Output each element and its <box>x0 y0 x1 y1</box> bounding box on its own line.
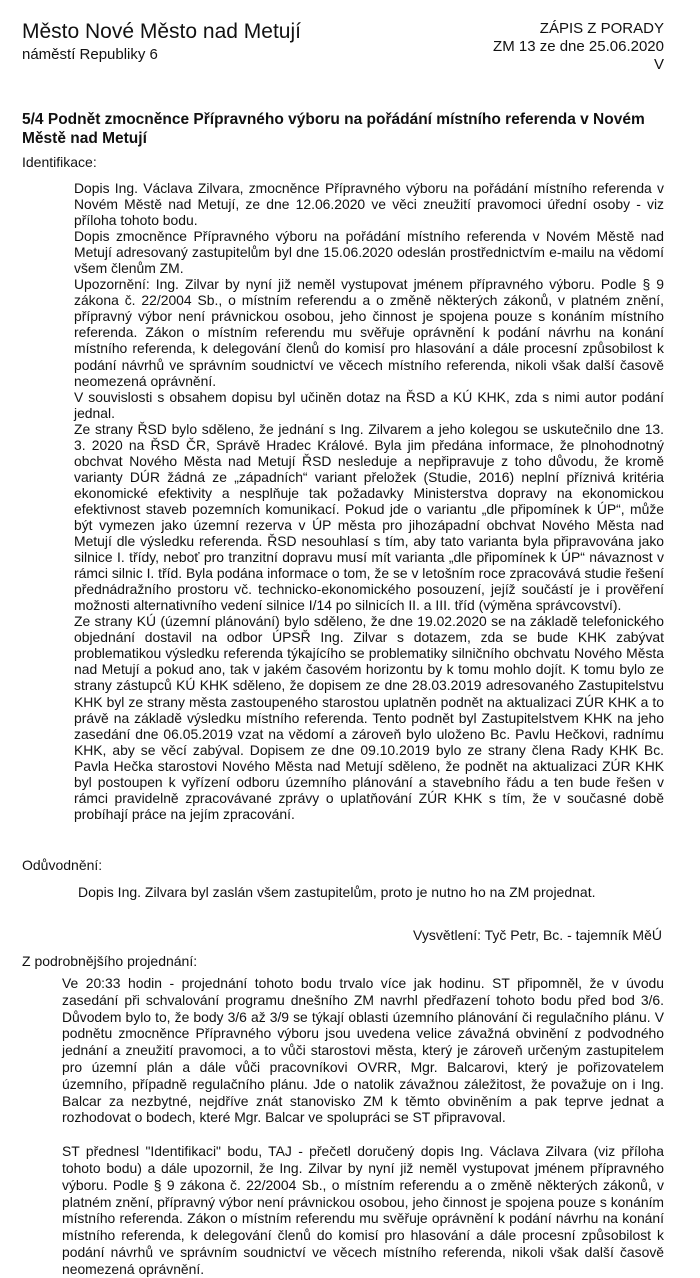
header-right <box>493 20 664 74</box>
projednani-label: Z podrobnějšího projednání: <box>22 953 198 969</box>
paragraph: Ze strany ŘSD bylo sděleno, že jednání s Ing. Zilvarem a jeho kolegou se uskutečnilo dne 13. 3. 2020 na ŘSD ČR, Správě Hradec Králové. Byla jim předána informace, že plnohodnotný obchvat Nového Města nad Metují ŘSD nesleduje a nepřipravuje z toho důvodu, že kromě varianty DÚR žádná ze „západních“ variant přeložek (Studie, 2016) neplní příznivá kritéria ekonomické efektivity a nesplňuje tak požadavky Ministerstva dopravy na ekonomickou efektivnost staveb pozemních komunikací. Pokud jde o variantu „dle připomínek k ÚP“, může být vymezen jako územní rezerva v ÚP města pro jihozápadní obchvat Nového Města nad Metují dle výsledku referenda. ŘSD nesouhlasí s tím, aby tato varianta byla připravována jako silnice I. třídy, neboť pro tranzitní dopravu musí mít varianta „dle připomínek k ÚP“ návaznost v rámci silnic I. tříd. Byla podána informace o tom, že se v letošním roce zpracovává studie řešení přednádražního prostoru vč. technicko-ekonomického posouzení, jejíž součástí je i prověření možnosti alternativního vedení silnice I/14 po silnicích II. a III. tříd (výměna správcovství). <box>74 420 664 614</box>
document-type: ZÁPIS Z PORADY <box>539 20 664 37</box>
explanation-author: Vysvětlení: Tyč Petr, Bc. - tajemník MěÚ <box>413 927 662 943</box>
city-address: náměstí Republiky 6 <box>22 46 158 63</box>
paragraph: Ve 20:33 hodin - projednání tohoto bodu trvalo více jak hodinu. ST připomněl, že v úvodu zasedání při schvalování programu dnešního ZM navrhl předřazení tohoto bodu před bod 3/6. Důvodem bylo to, že body 3/6 až 3/9 se týkají oblasti územního plánování či regulačního plánu. V podnětu zmocněnce Přípravného výboru jsou uvedena velice závažná obvinění z podvodného jednání a zneužití pravomoci, a to vůči starostovi města, který je zároveň určeným zastupitelem pro územní plán a dále vůči pracovníkovi OVRR, Mgr. Balcarovi, který je pořizovatelem územního, případně regulačního plánu. Jde o natolik závažnou záležitost, že považuje on i Ing. Balcar za nezbytné, nejdříve znát stanovisko ZM k těmto obviněním a pak teprve jednat a rozhodovat o bodech, které Mgr. Balcar ve spolupráci se ST připravoval. <box>62 975 664 1126</box>
oduvodneni-text: Dopis Ing. Zilvara byl zaslán všem zastupitelům, proto je nutno ho na ZM projednat. <box>78 884 596 900</box>
paragraph: V souvislosti s obsahem dopisu byl učiněn dotaz na ŘSD a KÚ KHK, zda s nimi autor podání jednal. <box>74 388 664 421</box>
meeting-info: ZM 13 ze dne 25.06.2020 <box>493 38 664 55</box>
city-name: Město Nové Město nad Metují <box>22 20 301 43</box>
paragraph: Upozornění: Ing. Zilvar by nyní již neměl vystupovat jménem přípravného výboru. Podle § 9 zákona č. 22/2004 Sb., o místním referendu a o změně některých zákonů, v platném znění, přípravný výbor není právnickou osobou, jeho činnost je spojena pouze s konáním místního referenda. Zákon o místním referendu mu svěřuje oprávnění k podání návrhu na konání místního referenda, k delegování členů do komisí pro hlasování a dále procesní způsobilost k podání návrhů ve správním soudnictví ve věcech místního referenda, nikoli však další časově neomezená oprávnění. <box>74 276 664 389</box>
identifikace-label: Identifikace: <box>22 154 97 170</box>
paragraph: Ze strany KÚ (územní plánování) bylo sděleno, že dne 19.02.2020 se na základě telefonického objednání dostavil na odbor ÚPSŘ Ing. Zilvar s dotazem, zda se bude KHK zabývat problematikou výsledku referenda týkajícího se problematiky silničního obchvatu Nového Města nad Metují a pokud ano, tak v jakém časovém horizontu by k tomu mohlo dojít. K tomu bylo ze strany zástupců KÚ KHK sděleno, že dopisem ze dne 28.03.2019 adresovaného Zastupitelstvu KHK byl ze strany města zastoupeného starostou uplatněn podnět na aktualizaci ZÚR KHK a to právě na základě výsledku místního referenda. Tento podnět byl Zastupitelstvem KHK na jeho zasedání dne 06.05.2019 vzat na vědomí a zároveň bylo uloženo Bc. Pavlu Hečkovi, radnímu KHK, aby se věcí zabýval. Dopisem ze dne 09.10.2019 bylo ze strany člena Rady KHK Bc. Pavla Hečka starostovi Nového Města nad Metují sděleno, že podnět na aktualizaci ZÚR KHK byl postoupen k vyřízení odboru územního plánování a stavebního řádu a ten bude řešen v rámci pravidelně zpracovávané zprávy o uplatňování ZÚR KHK s tím, že v současné době probíhají práce na jejím zpracování. <box>74 613 664 822</box>
page-mark: V <box>653 56 664 73</box>
paragraph: Dopis zmocněnce Přípravného výboru na pořádání místního referenda v Novém Městě nad Metují adresovaný zastupitelům byl dne 15.06.2020 odeslán prostřednictvím e-mailu na vědomí všem členům ZM. <box>74 228 664 277</box>
identifikace-text <box>74 180 664 822</box>
oduvodneni-label: Odůvodnění: <box>22 857 103 873</box>
paragraph: Dopis Ing. Václava Zilvara, zmocněnce Přípravného výboru na pořádání místního referenda v Novém Městě nad Metují, ze dne 12.06.2020 ve věci zneužití pravomoci úřední osoby - viz příloha tohoto bodu. <box>74 180 664 229</box>
projednani-text <box>62 975 664 1278</box>
paragraph: ST přednesl "Identifikaci" bodu, TAJ - přečetl doručený dopis Ing. Václava Zilvara (viz příloha tohoto bodu) a dále upozornil, že Ing. Zilvar by nyní již neměl vystupovat jménem přípravného výboru. Podle § 9 zákona č. 22/2004 Sb., o místním referendu a o změně některých zákonů, v platném znění, přípravný výbor není právnickou osobou, jeho činnost je spojena pouze s konáním místního referenda. Zákon o místním referendu mu svěřuje oprávnění k podání návrhu na konání místního referenda, k delegování členů do komisí pro hlasování a dále procesní způsobilost k podání návrhů ve správním soudnictví ve věcech místního referenda, nikoli však další časově neomezená oprávnění. <box>62 1143 664 1277</box>
item-title: 5/4 Podnět zmocněnce Přípravného výboru na pořádání místního referenda v Novém Městě nad Metují <box>22 111 645 147</box>
header-left <box>22 20 301 64</box>
